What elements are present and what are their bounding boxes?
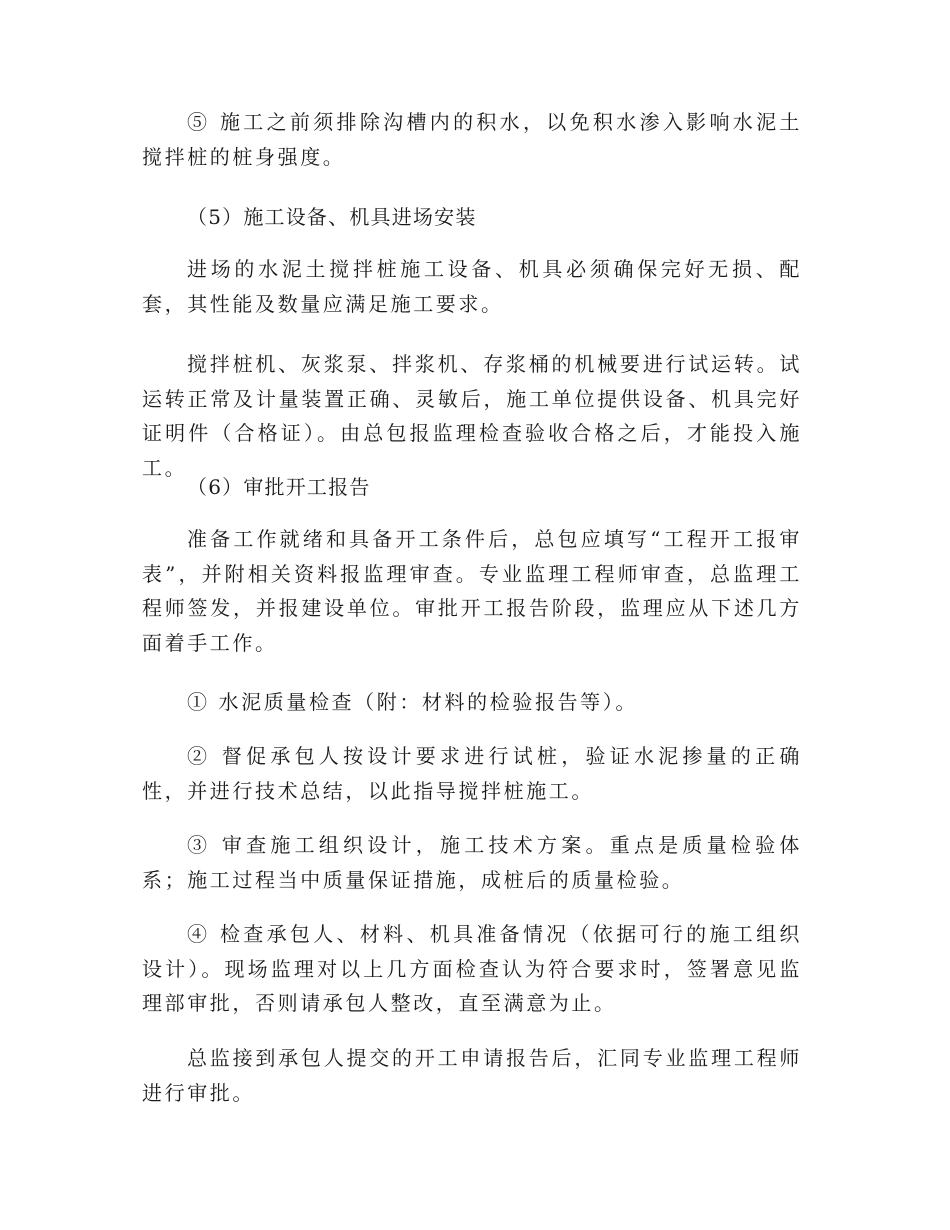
paragraph-equipment-requirements: 进场的水泥土搅拌桩施工设备、机具必须确保完好无损、配套，其性能及数量应满足施工要求。 [142,257,802,316]
paragraph-trial-run: 搅拌桩机、灰浆泵、拌浆机、存浆桶的机械要进行试运转。试运转正常及计量装置正确、灵敏后，施工单位提供设备、机具完好证明件（合格证）。由总包报监理检查验收合格之后，才能投入施工。 [142,352,802,480]
section-heading-5-equipment: （5）施工设备、机具进场安装 [187,205,477,229]
paragraph-item-1-cement-check: ① 水泥质量检查（附：材料的检验报告等）。 [187,690,638,714]
paragraph-approval-process: 准备工作就绪和具备开工条件后，总包应填写“工程开工报审表”，并附相关资料报监理审查。专业监理工程师审查，总监理工程师签发，并报建设单位。审批开工报告阶段，监理应从下述几方面着手工作。 [142,527,802,655]
section-heading-6-approval: （6）审批开工报告 [187,475,371,499]
paragraph-item-2-trial-pile: ② 督促承包人按设计要求进行试桩，验证水泥掺量的正确性，并进行技术总结，以此指导搅拌桩施工。 [142,744,802,803]
paragraph-item-3-review-design: ③ 审查施工组织设计，施工技术方案。重点是质量检验体系；施工过程当中质量保证措施，成桩后的质量检验。 [142,833,802,892]
paragraph-item-4-inspect-preparation: ④ 检查承包人、材料、机具准备情况（依据可行的施工组织设计）。现场监理对以上几方面检查认为符合要求时，签署意见监理部审批，否则请承包人整改，直至满意为止。 [142,922,802,1015]
paragraph-item-5-drain-water: ⑤ 施工之前须排除沟槽内的积水，以免积水渗入影响水泥土搅拌桩的桩身强度。 [142,110,802,169]
paragraph-chief-approval: 总监接到承包人提交的开工申请报告后，汇同专业监理工程师进行审批。 [142,1046,802,1105]
